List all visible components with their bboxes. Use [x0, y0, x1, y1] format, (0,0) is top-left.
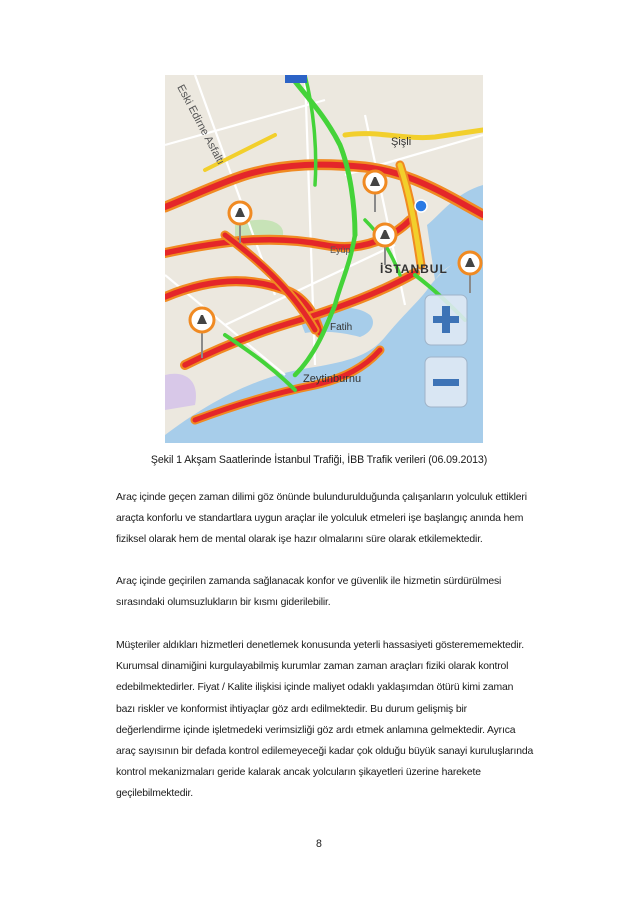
figure-caption: Şekil 1 Akşam Saatlerinde İstanbul Trafiği, İBB Trafik verileri (06.09.2013): [150, 454, 488, 466]
text-line: Kurumsal dinamiğini kurgulayabilmiş kurumlar zaman zaman araçları fiziki olarak kontrol: [116, 661, 509, 673]
text-line: fiziksel olarak hem de mental olarak işe hazır olmalarını süre olarak etkilemektedir.: [116, 534, 483, 546]
district-label-zeytinburnu: Zeytinburnu: [303, 373, 362, 385]
city-label-istanbul: İSTANBUL: [380, 262, 448, 276]
highway-shield-icon: [285, 75, 307, 83]
traffic-map[interactable]: [165, 75, 483, 443]
text-line: bazı riskler ve konformist ihtiyaçlar göz ardı edilmektedir. Bu durum gelişmiş bir: [116, 703, 467, 715]
zoom-in-button[interactable]: [425, 295, 467, 345]
text-line: Müşteriler aldıkları hizmetleri denetlemek konusunda yeterli hassasiyeti gösterememektedir.: [116, 640, 524, 651]
road-label: Eski Edirne Asfaltı: [174, 82, 227, 167]
text-line: Araç içinde geçirilen zamanda sağlanacak konfor ve güvenlik ile hizmetin sürdürülmesi: [116, 576, 502, 587]
district-label-eyup: Eyüp: [330, 245, 351, 255]
text-line: kontrol mekanizmaları geride kalarak ancak yolcuların şikayetleri üzerine harekete: [116, 767, 481, 779]
traffic-map-svg: [165, 75, 483, 443]
paragraph-2: [116, 571, 576, 613]
text-line: edebilmektedirler. Fiyat / Kalite ilişkisi içinde maliyet odaklı yaklaşımdan ötürü kimi zaman: [116, 682, 514, 694]
zoom-out-button[interactable]: [425, 357, 467, 407]
text-line: araçta konforlu ve standartlara uygun araçlar ile yolculuk etmeleri işe başlangıç anında hem: [116, 513, 524, 525]
district-label-sisli: Şişli: [391, 136, 412, 148]
text-line: Araç içinde geçen zaman dilimi göz önünde bulundurulduğunda çalışanların yolculuk ettikleri: [116, 492, 527, 503]
current-location-icon: [415, 200, 427, 212]
paragraph-3: [116, 635, 576, 805]
text-line: geçilebilmektedir.: [116, 788, 194, 800]
text-line: değerlendirme içinde işletmedeki verimsizliği göz ardı etmek anlamına gelmektedir. Ayrıca: [116, 724, 516, 736]
text-line: araç sayısının bir defada kontrol edilemeyeceği kadar çok olduğu büyük sanayi kuruluşlarında: [116, 745, 534, 757]
text-line: sırasındaki olumsuzlukların bir kısmı giderilebilir.: [116, 597, 331, 609]
district-label-fatih: Fatih: [330, 322, 353, 333]
page-number: 8: [316, 838, 322, 850]
paragraph-1: [116, 487, 576, 551]
